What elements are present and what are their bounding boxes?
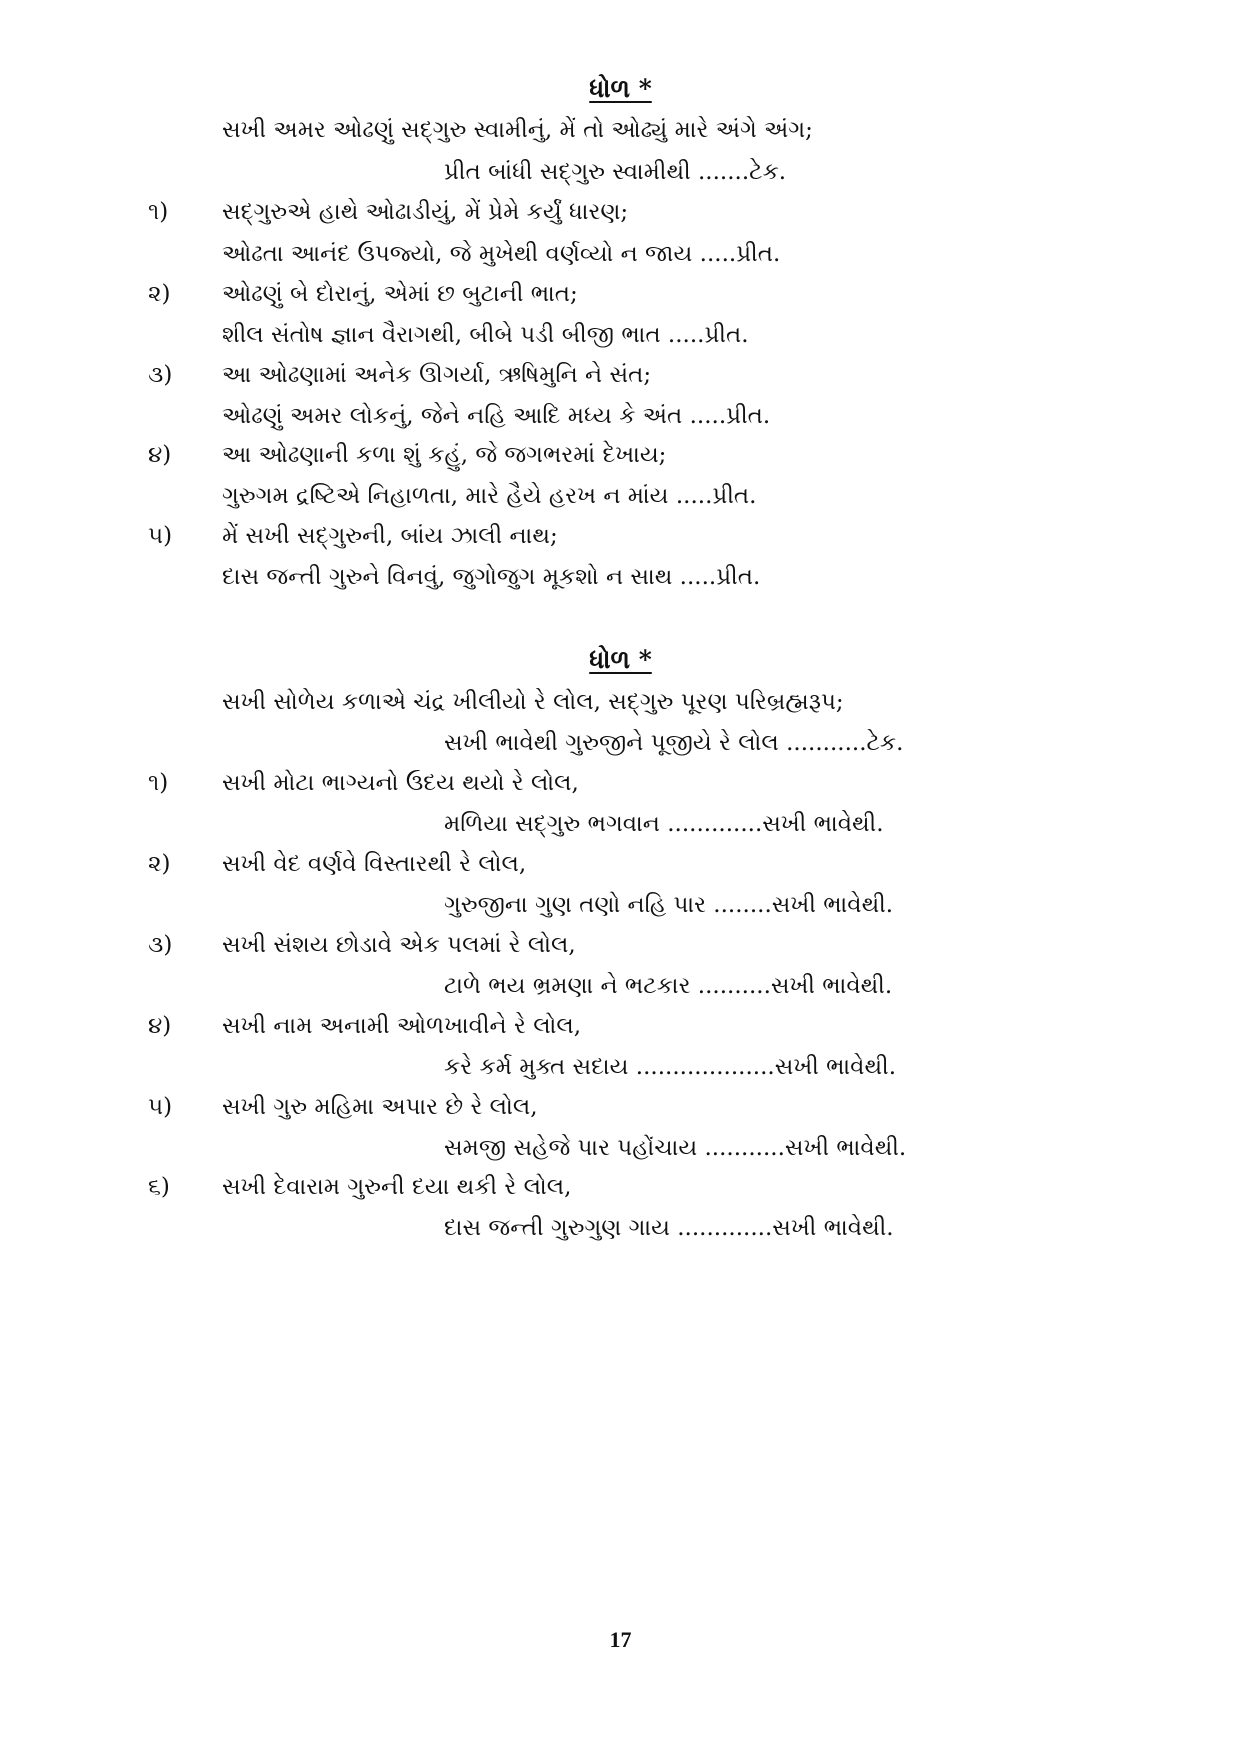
verse-line: કરે કર્મ મુક્ત સદાય ...................સખી ભાવેથી. [444, 1054, 897, 1080]
verse-number: ૨) [148, 281, 171, 307]
verse-number: ૫) [148, 523, 173, 549]
verse-line: સખી સંશય છોડાવે એક પલમાં રે લોલ, [222, 932, 576, 958]
refrain-tek-line: પ્રીત બાંધી સદ્‌ગુરુ સ્વામીથી .......ટેક. [444, 159, 787, 185]
verse-line: સમજી સહેજે પાર પહોંચાય ...........સખી ભાવેથી. [444, 1135, 907, 1161]
verse-line: ઓઢણું અમર લોકનું, જેને નહિ આદિ મધ્ય કે અંત .....પ્રીત. [222, 403, 771, 429]
verse-line: મેં સખી સદ્‌ગુરુની, બાંય ઝાલી નાથ; [222, 523, 558, 549]
verse-line: ગુરુજીના ગુણ તણો નહિ પાર ........સખી ભાવેથી. [444, 892, 894, 918]
verse-number: ૧) [148, 770, 169, 796]
verse-line: સખી મોટા ભાગ્યનો ઉદય થયો રે લોલ, [222, 770, 579, 796]
refrain-tek-line: સખી ભાવેથી ગુરુજીને પૂજીયે રે લોલ ...........ટેક. [444, 730, 904, 756]
verse-line: દાસ જન્તી ગુરુને વિનવું, જુગોજુગ મૂકશો ન સાથ .....પ્રીત. [222, 564, 761, 590]
verse-number: ૩) [148, 932, 173, 958]
verse-line: ટાળે ભય ભ્રમણા ને ભટકાર ..........સખી ભાવેથી. [444, 973, 893, 999]
verse-number: ૪) [148, 1013, 172, 1039]
verse-line: શીલ સંતોષ જ્ઞાન વૈરાગથી, બીબે પડી બીજી ભાત .....પ્રીત. [222, 322, 749, 348]
verse-number: ૫) [148, 1094, 173, 1120]
verse-number: ૧) [148, 199, 169, 225]
verse-line: ઓઢણું બે દોરાનું, એમાં છ બુટાની ભાત; [222, 281, 578, 307]
verse-line: મળિયા સદ્‌ગુરુ ભગવાન .............સખી ભાવેથી. [444, 811, 884, 837]
verse-line: સખી દેવારામ ગુરુની દયા થકી રે લોલ, [222, 1174, 572, 1200]
verse-line: આ ઓઢણામાં અનેક ઊગર્યા, ઋષિમુનિ ને સંત; [222, 362, 652, 388]
verse-line: સખી ગુરુ મહિમા અપાર છે રે લોલ, [222, 1094, 538, 1120]
verse-line: સખી નામ અનામી ઓળખાવીને રે લોલ, [222, 1013, 582, 1039]
page-number: 17 [609, 1627, 632, 1652]
verse-line: સખી વેદ વર્ણવે વિસ્તારથી રે લોલ, [222, 851, 527, 877]
section-heading: ધોળ * [589, 645, 652, 674]
refrain-line: સખી સોળેય કળાએ ચંદ્ર ખીલીયો રે લોલ, સદ્‌ગુરુ પૂરણ પરિબ્રહ્મરૂપ; [222, 689, 844, 715]
verse-line: દાસ જન્તી ગુરુગુણ ગાય .............સખી ભાવેથી. [444, 1215, 894, 1241]
verse-line: ગુરુગમ દ્રષ્ટિએ નિહાળતા, મારે હૈયે હરખ ન માંય .....પ્રીત. [222, 483, 757, 509]
verse-number: ૨) [148, 851, 171, 877]
verse-number: ૩) [148, 362, 173, 388]
refrain-line: સખી અમર ઓઢણું સદ્‌ગુરુ સ્વામીનું, મેં તો ઓઢ્યું મારે અંગે અંગ; [222, 117, 813, 143]
verse-line: આ ઓઢણાની કળા શું કહું, જે જગભરમાં દેખાય; [222, 442, 667, 468]
verse-number: ૬) [148, 1174, 170, 1200]
verse-line: સદ્‌ગુરુએ હાથે ઓઢાડીયું, મેં પ્રેમે કર્યું ધારણ; [222, 199, 629, 225]
verse-line: ઓઢતા આનંદ ઉપજ્યો, જે મુખેથી વર્ણવ્યો ન જાય .....પ્રીત. [222, 241, 781, 267]
section-heading: ધોળ * [589, 74, 652, 103]
verse-number: ૪) [148, 442, 172, 468]
